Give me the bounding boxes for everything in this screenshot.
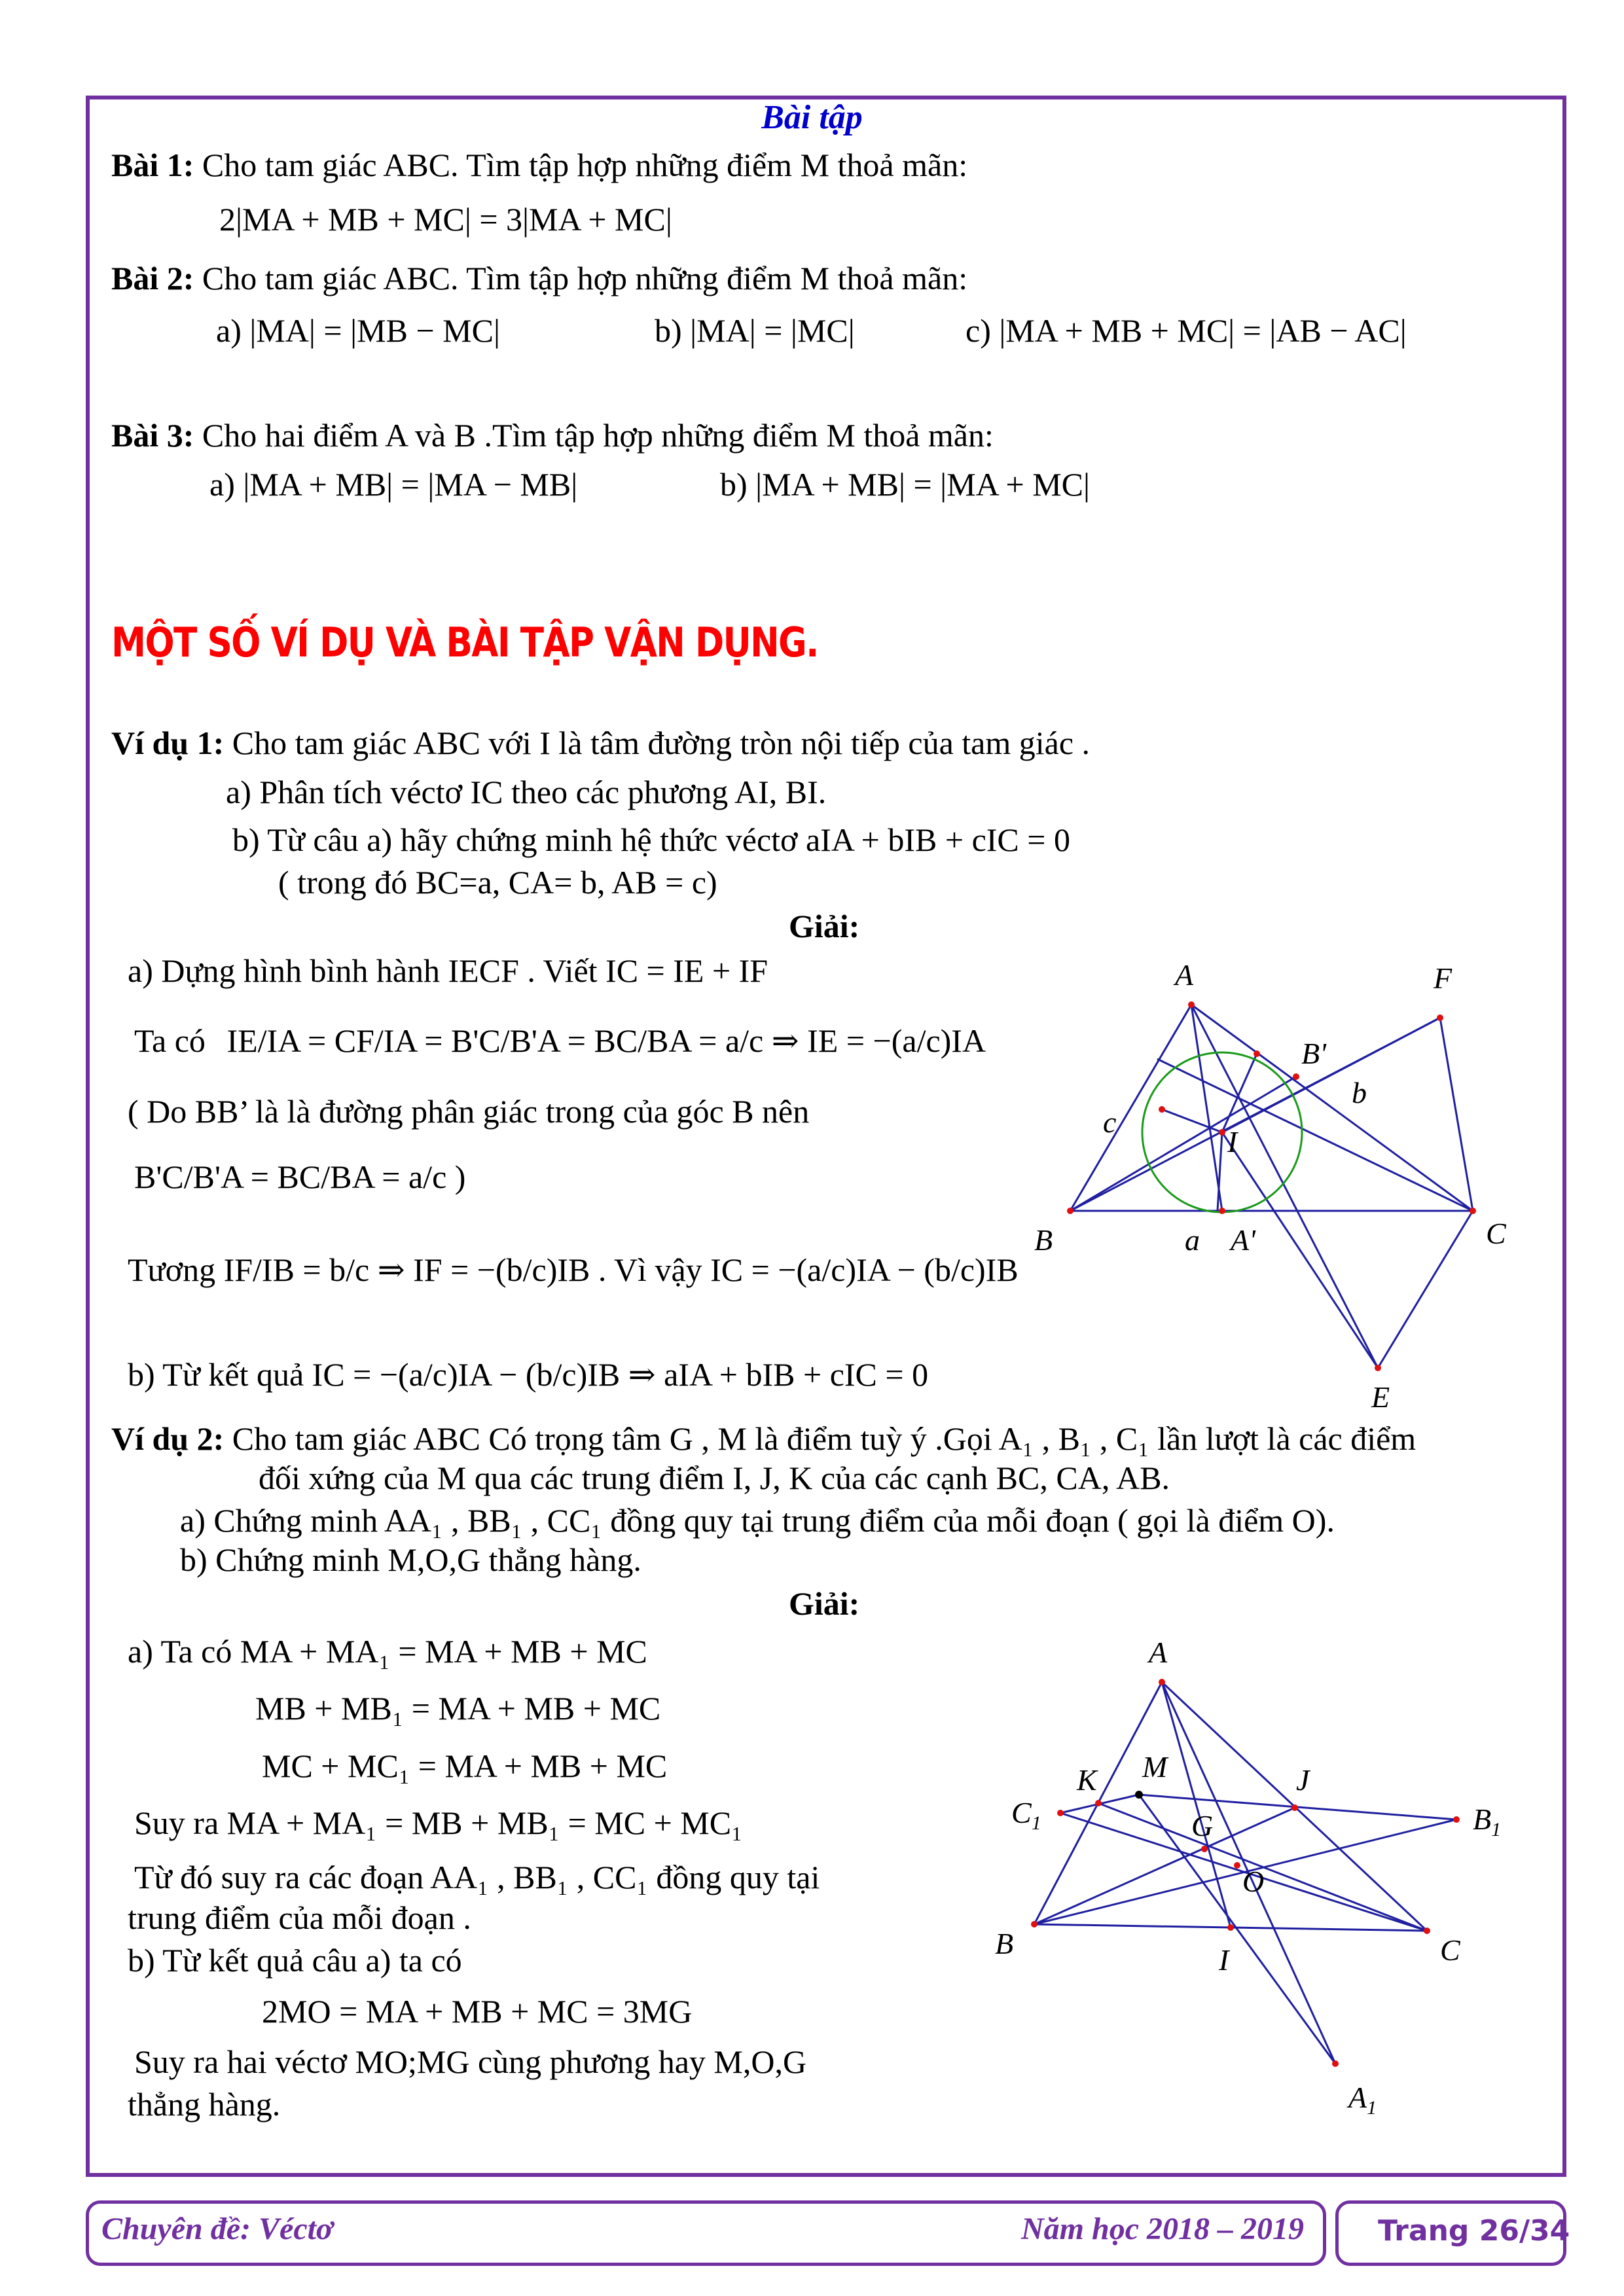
- vd2-part-b: b) Chứng minh M,O,G thẳng hàng.: [180, 1541, 641, 1578]
- label-f: F: [1434, 961, 1453, 995]
- vd2-step-3: MC + MC₁ = MA + MB + MC: [262, 1748, 668, 1784]
- label-side-b: b: [1352, 1076, 1367, 1109]
- exercise-title: Bài tập: [761, 99, 863, 136]
- bai2-part-a: a) |MA| = |MB − MC|: [216, 312, 500, 349]
- vd1-solution-heading: Giải:: [789, 908, 860, 944]
- label-e: E: [1371, 1380, 1390, 1407]
- label-m: M: [1142, 1750, 1168, 1784]
- point-b-prime: [1293, 1073, 1299, 1080]
- vd1-step-2-formula: IE/IA = CF/IA = B'C/B'A = BC/BA = a/c ⇒ IE = −(a/c)IA: [226, 1022, 986, 1059]
- bai2-part-c: c) |MA + MB + MC| = |AB − AC|: [965, 312, 1407, 349]
- vd1-part-b-note: ( trong đó BC=a, CA= b, AB = c): [278, 864, 717, 901]
- point-a1: [1332, 2060, 1339, 2067]
- point-a: [1188, 1001, 1195, 1008]
- label-a-prime: A': [1231, 1223, 1255, 1257]
- vd1-step-3: ( Do BB’ là là đường phân giác trong của góc B nên: [128, 1093, 810, 1130]
- vd1-step-2-pre: Ta có: [134, 1022, 206, 1059]
- label-c1: $C_1$: [1011, 1796, 1041, 1834]
- label-c: C: [1440, 1933, 1460, 1967]
- vd2-solution-heading: Giải:: [789, 1585, 860, 1622]
- vd2-step-6: trung điểm của mỗi đoạn .: [128, 1899, 471, 1936]
- label-a: A: [1175, 958, 1194, 992]
- vd2-step-9: Suy ra hai véctơ MO;MG cùng phương hay M,O,G: [134, 2043, 807, 2080]
- bai1-statement: [111, 145, 967, 185]
- point-c: [1470, 1208, 1476, 1214]
- vd2-step-7: b) Từ kết quả câu a) ta có: [128, 1942, 462, 1979]
- bai3-part-b: b) |MA + MB| = |MA + MC|: [720, 466, 1091, 503]
- bai3-statement: [111, 416, 994, 455]
- label-a: A: [1149, 1636, 1168, 1669]
- label-c: C: [1486, 1217, 1506, 1250]
- vd2-text-1: Cho tam giác ABC Có trọng tâm G , M là điểm tuỳ ý .Gọi A₁ , B₁ , C₁ lần lượt là các điểm: [232, 1420, 1416, 1457]
- triangle-abc: [1034, 1682, 1427, 1931]
- label-b-prime: B': [1301, 1037, 1326, 1070]
- vd1-step-6: b) Từ kết quả IC = −(a/c)IA − (b/c)IB ⇒ aIA + bIB + cIC = 0: [128, 1356, 929, 1393]
- vd1-statement: [111, 723, 1090, 762]
- label-b1: $B_1$: [1473, 1803, 1502, 1840]
- vd2-step-2: MB + MB₁ = MA + MB + MC: [255, 1690, 661, 1727]
- label-j: J: [1296, 1763, 1310, 1797]
- vd1-step-1: a) Dựng hình bình hành IECF . Viết IC = IE + IF: [128, 952, 768, 989]
- bai2-statement: [111, 259, 967, 298]
- line-if: [1222, 1018, 1440, 1132]
- footer-topic: Chuyên đề: Véctơ: [101, 2212, 333, 2246]
- bai1-formula: 2|MA + MB + MC| = 3|MA + MC|: [219, 201, 672, 238]
- vd1-text: Cho tam giác ABC với I là tâm đường tròn nội tiếp của tam giác .: [232, 725, 1091, 761]
- point-i: [1227, 1924, 1234, 1931]
- bai1-label: Bài 1:: [111, 147, 194, 183]
- point-c1: [1057, 1810, 1064, 1816]
- label-g: G: [1191, 1809, 1214, 1842]
- label-side-a: a: [1185, 1223, 1200, 1257]
- bai3-part-a: a) |MA + MB| = |MA − MB|: [209, 466, 578, 503]
- vd1-step-2: [134, 1021, 986, 1060]
- vd2-text-2: đối xứng của M qua các trung điểm I, J, K của các cạnh BC, CA, AB.: [259, 1460, 1170, 1496]
- vd1-step-4: B'C/B'A = BC/BA = a/c ): [134, 1158, 466, 1195]
- point-touch-ac: [1254, 1050, 1260, 1057]
- point-c: [1424, 1928, 1430, 1934]
- label-o: O: [1242, 1865, 1265, 1898]
- vd2-step-5: Từ đó suy ra các đoạn AA₁ , BB₁ , CC₁ đồng quy tại: [134, 1859, 820, 1895]
- bai2-text: Cho tam giác ABC. Tìm tập hợp những điểm M thoả mãn:: [202, 260, 968, 296]
- label-i: I: [1219, 1943, 1229, 1977]
- vd2-statement: [111, 1419, 1416, 1458]
- label-b: B: [1034, 1223, 1053, 1257]
- label-k: K: [1077, 1763, 1097, 1797]
- figure-centroid: [982, 1623, 1558, 2134]
- point-m: [1135, 1791, 1143, 1799]
- vd2-step-8: 2MO = MA + MB + MC = 3MG: [262, 1993, 693, 2030]
- point-b: [1031, 1921, 1038, 1928]
- point-o: [1234, 1862, 1240, 1869]
- vd1-step-5: Tương IF/IB = b/c ⇒ IF = −(b/c)IB . Vì vậy IC = −(a/c)IA − (b/c)IB: [128, 1251, 1019, 1288]
- point-b1: [1453, 1816, 1460, 1823]
- label-b: B: [995, 1927, 1014, 1960]
- vd2-part-a: a) Chứng minh AA₁ , BB₁ , CC₁ đồng quy tại trung điểm của mỗi đoạn ( gọi là điểm O).: [180, 1502, 1335, 1539]
- bisector-c: [1157, 1059, 1473, 1211]
- vd2-step-4: Suy ra MA + MA₁ = MB + MB₁ = MC + MC₁: [134, 1804, 743, 1841]
- point-touch-ab: [1159, 1106, 1165, 1113]
- bai1-text: Cho tam giác ABC. Tìm tập hợp những điểm M thoả mãn:: [202, 147, 968, 183]
- bai3-label: Bài 3:: [111, 417, 194, 454]
- point-a: [1159, 1679, 1165, 1685]
- label-side-c: c: [1103, 1105, 1117, 1139]
- section-heading: MỘT SỐ VÍ DỤ VÀ BÀI TẬP VẬN DỤNG.: [111, 619, 818, 666]
- point-f: [1437, 1014, 1443, 1021]
- vd1-label: Ví dụ 1:: [111, 725, 225, 761]
- figure-incircle: [1021, 949, 1558, 1407]
- footer-school-year: Năm học 2018 – 2019: [1021, 2212, 1304, 2246]
- radius-ab: [1162, 1109, 1222, 1132]
- vd2-step-10: thẳng hàng.: [128, 2086, 281, 2123]
- point-e: [1375, 1365, 1381, 1371]
- point-a-prime: [1219, 1208, 1225, 1214]
- label-i: I: [1227, 1125, 1238, 1158]
- point-k: [1095, 1800, 1102, 1806]
- vd2-label: Ví dụ 2:: [111, 1420, 225, 1457]
- footer-page-number: Trang 26/34: [1378, 2214, 1570, 2248]
- bai2-part-b: b) |MA| = |MC|: [655, 312, 855, 349]
- bai3-text: Cho hai điểm A và B .Tìm tập hợp những điểm M thoả mãn:: [202, 417, 994, 454]
- line-ec: [1378, 1211, 1473, 1368]
- point-i: [1219, 1129, 1225, 1136]
- point-j: [1291, 1804, 1298, 1811]
- label-a1: $A_1$: [1348, 2081, 1377, 2119]
- line-fc: [1440, 1018, 1473, 1211]
- point-b: [1067, 1208, 1074, 1214]
- bai2-label: Bài 2:: [111, 260, 194, 296]
- vd1-part-a: a) Phân tích véctơ IC theo các phương AI, BI.: [226, 774, 827, 810]
- vd2-step-1: a) Ta có MA + MA₁ = MA + MB + MC: [128, 1633, 647, 1670]
- point-g: [1201, 1846, 1208, 1852]
- vd1-part-b: b) Từ câu a) hãy chứng minh hệ thức véctơ aIA + bIB + cIC = 0: [232, 821, 1070, 858]
